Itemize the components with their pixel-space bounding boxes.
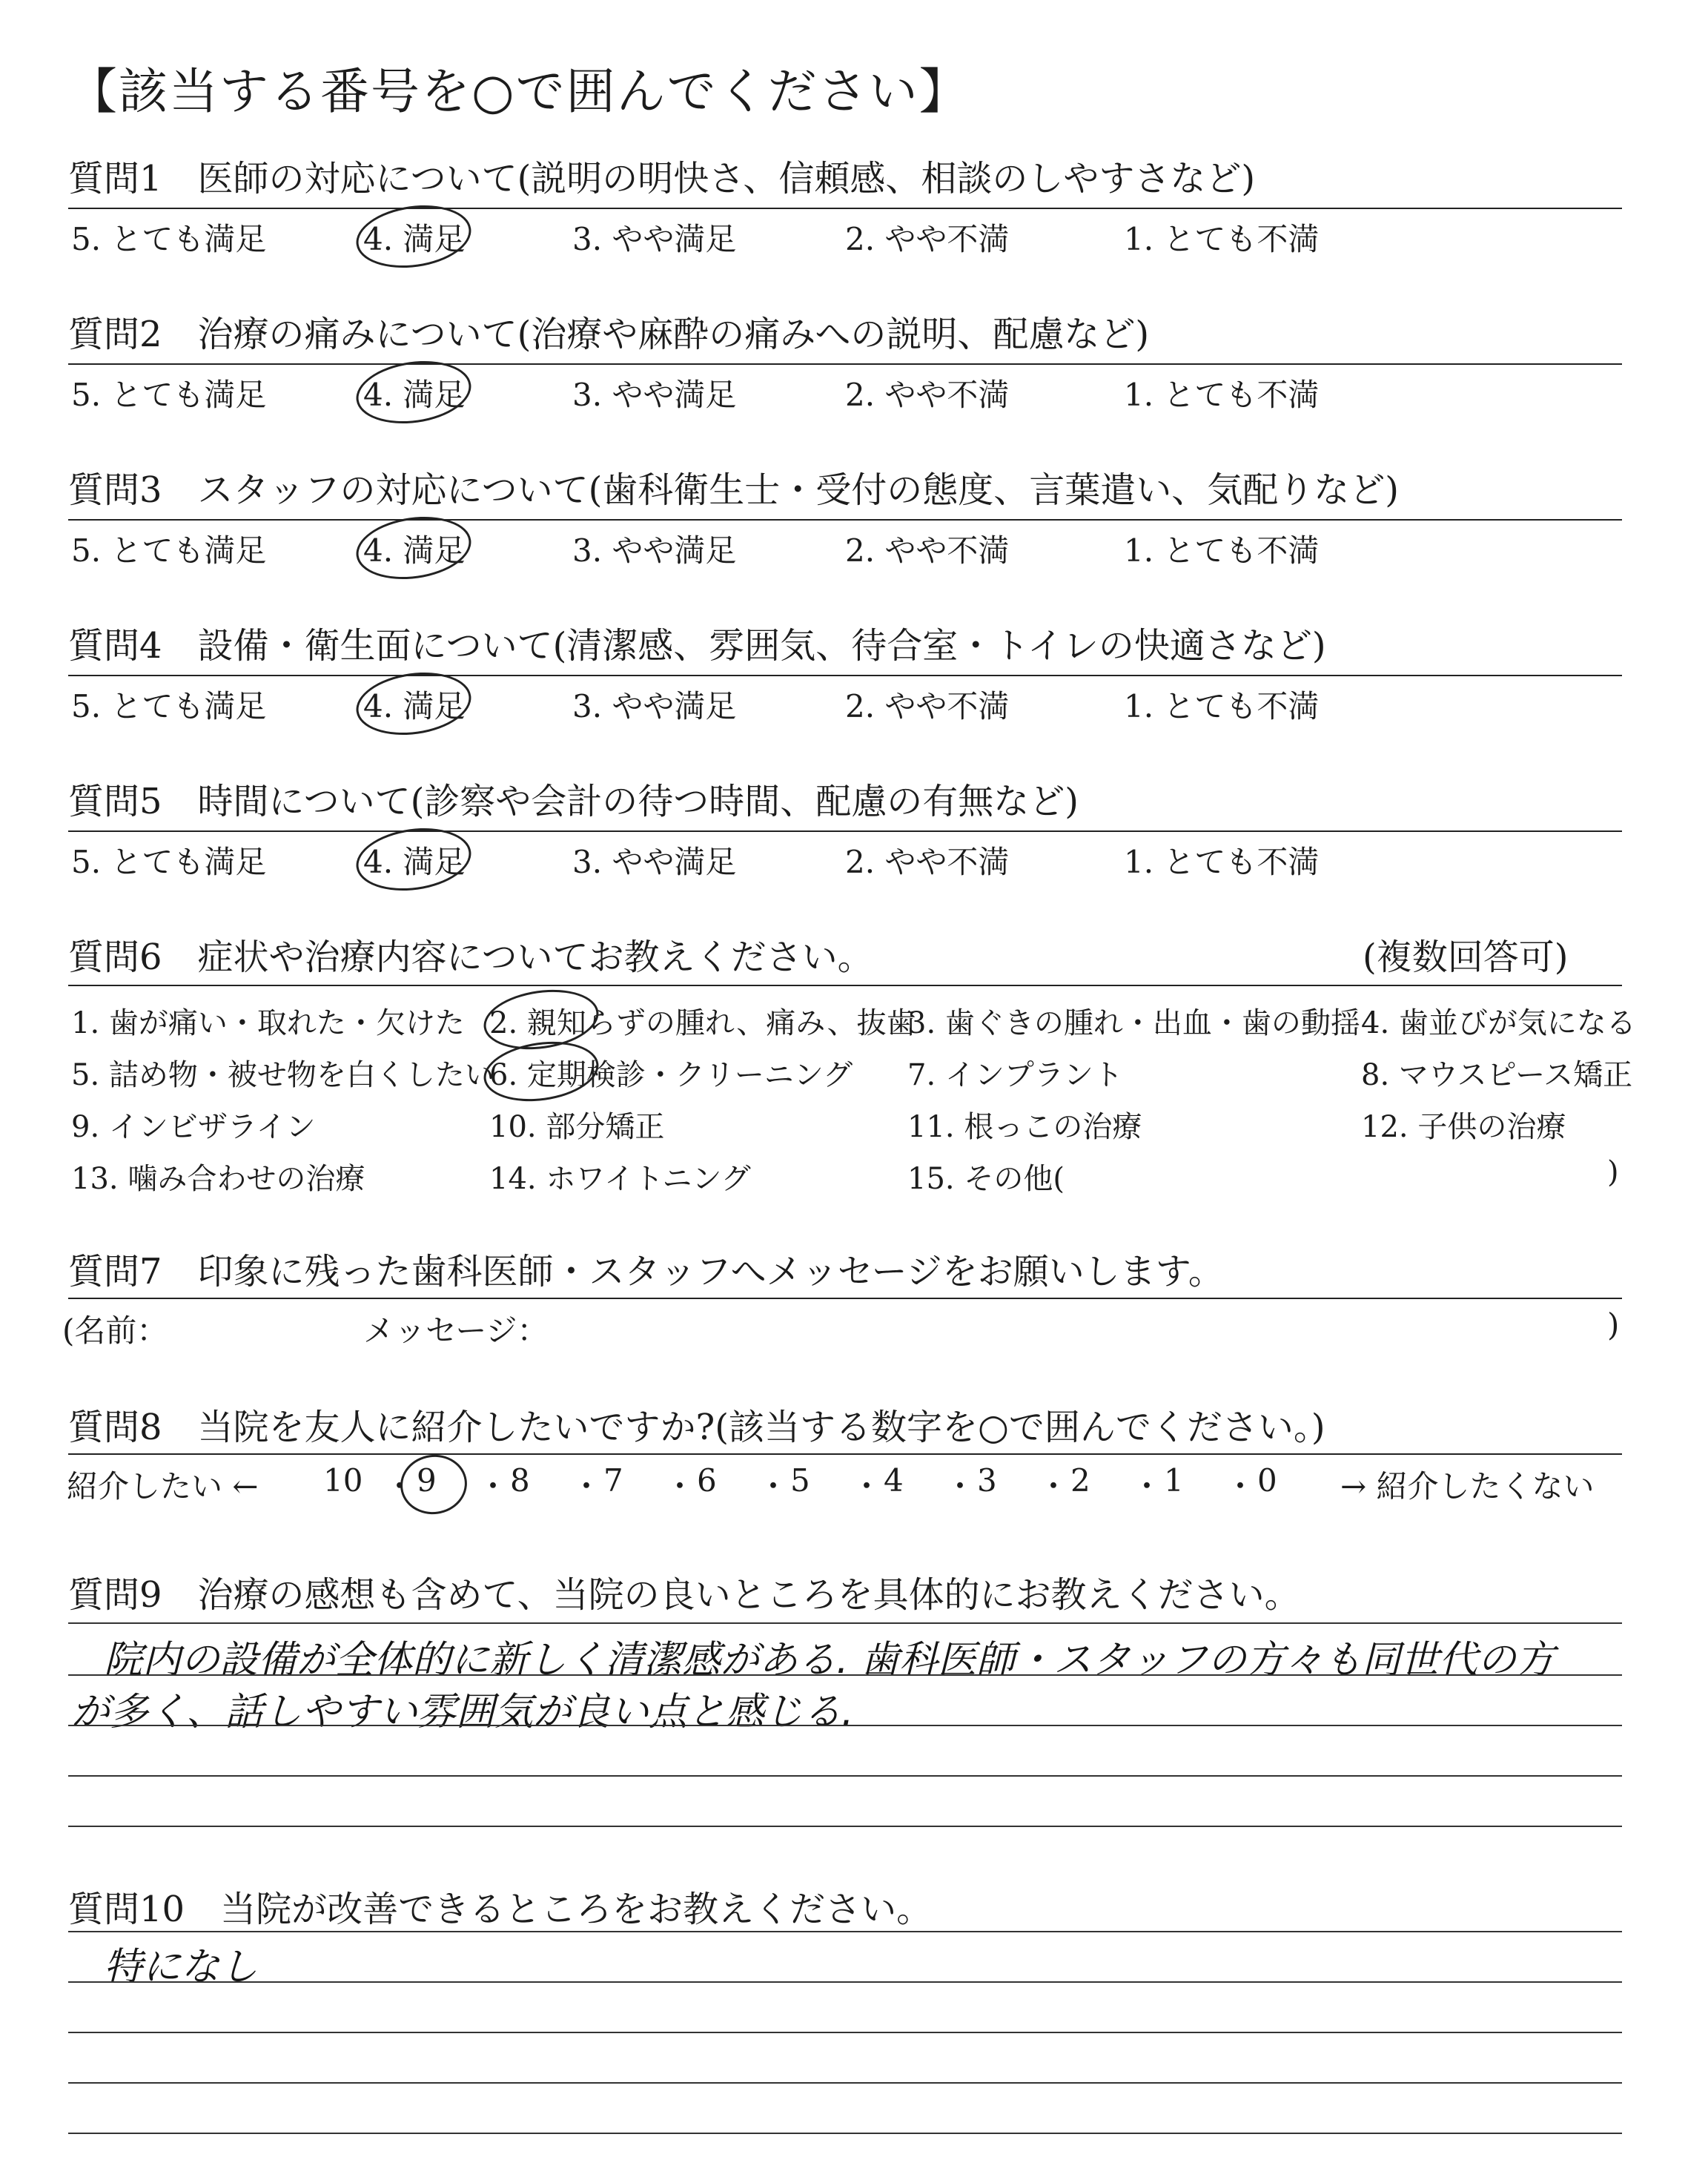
- q6-option[interactable]: 8. マウスピース矯正: [1361, 1058, 1633, 1092]
- q10-line-3: [68, 2032, 1622, 2033]
- q1-option[interactable]: 3. やや満足: [572, 221, 737, 257]
- q3-rule: [68, 519, 1622, 521]
- q6-other-close: ): [1607, 1155, 1619, 1189]
- q2-option[interactable]: 3. やや満足: [572, 377, 737, 413]
- q6-option[interactable]: 15. その他(: [907, 1162, 1065, 1196]
- q3-option[interactable]: 5. とても満足: [71, 532, 267, 569]
- q1-title: 質問1 医師の対応について(説明の明快さ、信頼感、相談のしやすさなど): [68, 158, 1256, 199]
- q4-option[interactable]: 3. やや満足: [572, 688, 737, 724]
- q3-option[interactable]: 3. やや満足: [572, 532, 737, 569]
- q8-scale-separator: ・: [758, 1468, 790, 1505]
- q6-selection-circle: [480, 1035, 602, 1109]
- q4-option[interactable]: 1. とても不満: [1124, 688, 1320, 724]
- q9-line-1: [68, 1622, 1622, 1624]
- q2-rule: [68, 363, 1622, 365]
- q10-answer: 特になし: [104, 1945, 259, 1989]
- q8-scale-separator: ・: [664, 1468, 696, 1505]
- q9-line-5: [68, 1826, 1622, 1827]
- q8-scale-separator: ・: [851, 1468, 883, 1505]
- q3-title: 質問3 スタッフの対応について(歯科衛生士・受付の態度、言葉遣い、気配りなど): [68, 469, 1400, 511]
- q9-answer-line-2: が多く、話しやすい雰囲気が良い点と感じる.: [71, 1690, 854, 1734]
- q2-title: 質問2 治療の痛みについて(治療や麻酔の痛みへの説明、配慮など): [68, 314, 1150, 355]
- q5-option[interactable]: 4. 満足: [363, 844, 466, 880]
- q3-option[interactable]: 1. とても不満: [1124, 532, 1320, 569]
- q2-option[interactable]: 2. やや不満: [845, 377, 1010, 413]
- q6-title: 質問6 症状や治療内容についてお教えください。: [68, 937, 873, 978]
- q6-option[interactable]: 10. 部分矯正: [489, 1110, 665, 1144]
- q5-option[interactable]: 5. とても満足: [71, 844, 267, 880]
- q10-line-2: [68, 1981, 1622, 1983]
- q5-title: 質問5 時間について(診察や会計の待つ時間、配慮の有無など): [68, 781, 1079, 822]
- q6-option[interactable]: 14. ホワイトニング: [489, 1162, 751, 1196]
- q7-message-label: メッセージ：: [363, 1312, 549, 1349]
- q6-rule: [68, 985, 1622, 986]
- q8-scale-number[interactable]: 9: [417, 1462, 437, 1499]
- q10-line-4: [68, 2082, 1622, 2084]
- q6-option[interactable]: 2. 親知らずの腫れ、痛み、抜歯: [489, 1006, 916, 1040]
- q5-selection-circle: [352, 822, 475, 898]
- q1-rule: [68, 208, 1622, 209]
- q6-option[interactable]: 12. 子供の治療: [1361, 1110, 1566, 1144]
- q8-scale-number[interactable]: 5: [790, 1462, 810, 1499]
- q8-scale-number[interactable]: 0: [1257, 1462, 1277, 1499]
- q4-selection-circle: [352, 666, 475, 742]
- q8-right-label: → 紹介したくない: [1340, 1468, 1595, 1505]
- q4-option[interactable]: 2. やや不満: [845, 688, 1010, 724]
- q8-scale-number[interactable]: 10: [323, 1462, 363, 1499]
- q8-scale-number[interactable]: 8: [510, 1462, 530, 1499]
- q6-option[interactable]: 5. 詰め物・被せ物を白くしたい: [71, 1058, 494, 1092]
- q6-option[interactable]: 9. インビザライン: [71, 1110, 316, 1144]
- q10-title: 質問10 当院が改善できるところをお教えください。: [68, 1889, 933, 1930]
- q6-option[interactable]: 1. 歯が痛い・取れた・欠けた: [71, 1006, 465, 1040]
- q2-selection-circle: [352, 354, 475, 431]
- q8-scale-number[interactable]: 3: [977, 1462, 997, 1499]
- q6-note: (複数回答可): [1363, 937, 1569, 978]
- q6-option[interactable]: 6. 定期検診・クリーニング: [489, 1058, 853, 1092]
- q8-scale-separator: ・: [477, 1468, 509, 1505]
- q8-scale-separator: ・: [944, 1468, 976, 1505]
- q8-scale-number[interactable]: 7: [603, 1462, 623, 1499]
- q4-option[interactable]: 4. 満足: [363, 688, 466, 724]
- q10-line-5: [68, 2133, 1622, 2134]
- q8-scale-separator: ・: [1131, 1468, 1163, 1505]
- q8-left-label: 紹介したい ←: [67, 1468, 259, 1505]
- q9-answer-line-1: 院内の設備が全体的に新しく清潔感がある. 歯科医師・スタッフの方々も同世代の方: [104, 1638, 1555, 1682]
- q8-scale-separator: ・: [1038, 1468, 1070, 1505]
- q8-scale-separator: ・: [571, 1468, 603, 1505]
- q4-title: 質問4 設備・衛生面について(清潔感、雰囲気、待合室・トイレの快適さなど): [68, 625, 1326, 667]
- q9-line-3: [68, 1725, 1622, 1726]
- q4-option[interactable]: 5. とても満足: [71, 688, 267, 724]
- q5-option[interactable]: 3. やや満足: [572, 844, 737, 880]
- q2-option[interactable]: 5. とても満足: [71, 377, 267, 413]
- q1-option[interactable]: 2. やや不満: [845, 221, 1010, 257]
- q8-scale-separator: ・: [1225, 1468, 1257, 1505]
- q8-scale-number[interactable]: 2: [1070, 1462, 1090, 1499]
- q8-scale-number[interactable]: 1: [1164, 1462, 1184, 1499]
- q8-selection-circle: [397, 1450, 471, 1519]
- q5-option[interactable]: 2. やや不満: [845, 844, 1010, 880]
- q1-option[interactable]: 5. とても満足: [71, 221, 267, 257]
- q8-scale-number[interactable]: 4: [884, 1462, 904, 1499]
- q7-close: ): [1607, 1307, 1620, 1343]
- q4-rule: [68, 675, 1622, 676]
- form-header: 【該当する番号を○で囲んでください】: [68, 63, 970, 120]
- q3-selection-circle: [352, 510, 475, 587]
- q9-line-4: [68, 1775, 1622, 1777]
- q5-option[interactable]: 1. とても不満: [1124, 844, 1320, 880]
- q9-line-2: [68, 1674, 1622, 1676]
- q2-option[interactable]: 1. とても不満: [1124, 377, 1320, 413]
- q9-title: 質問9 治療の感想も含めて、当院の良いところを具体的にお教えください。: [68, 1574, 1300, 1616]
- q2-option[interactable]: 4. 満足: [363, 377, 466, 413]
- q7-title: 質問7 印象に残った歯科医師・スタッフへメッセージをお願いします。: [68, 1251, 1224, 1292]
- q3-option[interactable]: 4. 満足: [363, 532, 466, 569]
- q1-option[interactable]: 4. 満足: [363, 221, 466, 257]
- q6-option[interactable]: 3. 歯ぐきの腫れ・出血・歯の動揺: [907, 1006, 1360, 1040]
- q8-scale-number[interactable]: 6: [697, 1462, 717, 1499]
- q6-option[interactable]: 7. インプラント: [907, 1058, 1123, 1092]
- q5-rule: [68, 830, 1622, 832]
- q1-option[interactable]: 1. とても不満: [1124, 221, 1320, 257]
- q1-selection-circle: [352, 199, 475, 275]
- q6-option[interactable]: 4. 歯並びが気になる: [1361, 1006, 1636, 1040]
- q8-rule: [68, 1453, 1622, 1455]
- q6-option[interactable]: 13. 噛み合わせの治療: [71, 1162, 365, 1196]
- q8-title: 質問8 当院を友人に紹介したいですか?(該当する数字を○で囲んでください。): [68, 1407, 1325, 1448]
- q10-line-1: [68, 1931, 1622, 1932]
- q6-option[interactable]: 11. 根っこの治療: [907, 1110, 1142, 1144]
- q7-rule: [68, 1298, 1622, 1299]
- q8-scale-separator: ・: [384, 1468, 416, 1505]
- q7-name-label: (名前：: [62, 1312, 168, 1349]
- q3-option[interactable]: 2. やや不満: [845, 532, 1010, 569]
